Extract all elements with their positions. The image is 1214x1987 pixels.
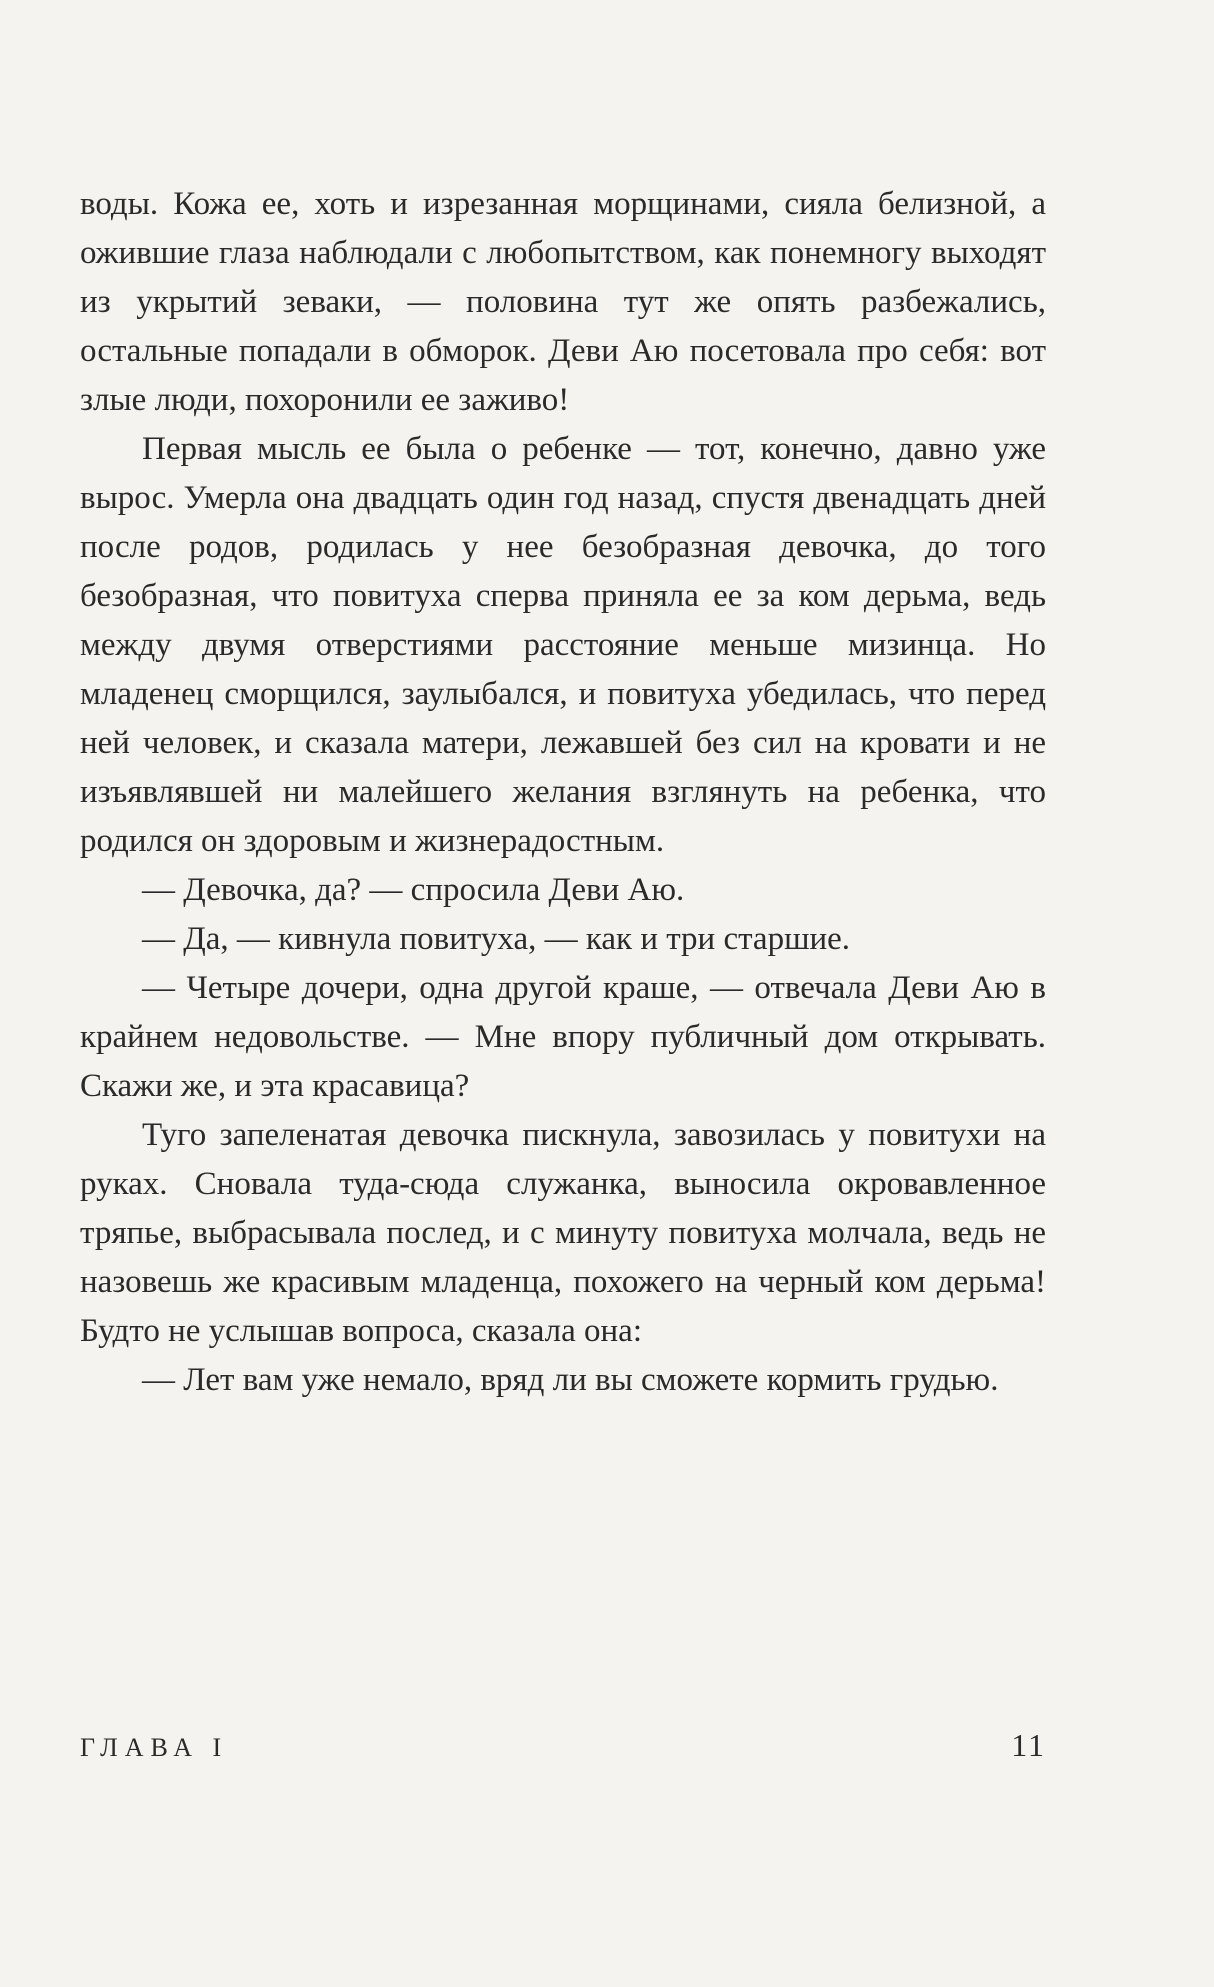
chapter-label: ГЛАВА I (80, 1733, 229, 1762)
paragraph: Туго запеленатая девочка пискнула, завозилась у повитухи на руках. Сновала туда-сюда служанка, выносила окровавленное тряпье, выбрасывала послед, и с минуту повитуха молчала, ведь не назовешь же красивым младенца, похожего на черный ком дерьма! Будто не услышав вопроса, сказала она: (80, 1117, 1046, 1349)
page-number: 11 (1011, 1727, 1046, 1763)
dialogue-line: — Да, — кивнула повитуха, — как и три старшие. (142, 921, 851, 957)
paragraph: Первая мысль ее была о ребенке — тот, конечно, давно уже вырос. Умерла она двадцать один год назад, спустя двенадцать дней после родов, родилась у нее безобразная девочка, до того безобразная, что повитуха сперва приняла ее за ком дерьма, ведь между двумя отверстиями расстояние меньше мизинца. Но младенец сморщился, заулыбался, и повитуха убедилась, что перед ней человек, и сказала матери, лежавшей без сил на кровати и не изъявлявшей ни малейшего желания взглянуть на ребенка, что родился он здоровым и жизнерадостным. (80, 431, 1046, 859)
dialogue-line: — Четыре дочери, одна другой краше, — отвечала Деви Аю в крайнем недовольстве. — Мне впору публичный дом открывать. Скажи же, и эта красавица? (80, 970, 1046, 1104)
page-footer (80, 1727, 1046, 1777)
dialogue-line: — Девочка, да? — спросила Деви Аю. (142, 872, 685, 908)
paragraph: воды. Кожа ее, хоть и изрезанная морщинами, сияла белизной, а ожившие глаза наблюдали с любопытством, как понемногу выходят из укрытий зеваки, — половина тут же опять разбежались, остальные попадали в обморок. Деви Аю посетовала про себя: вот злые люди, похоронили ее заживо! (80, 186, 1046, 418)
dialogue-line: — Лет вам уже немало, вряд ли вы сможете кормить грудью. (142, 1362, 999, 1398)
body-text (80, 180, 1046, 1405)
